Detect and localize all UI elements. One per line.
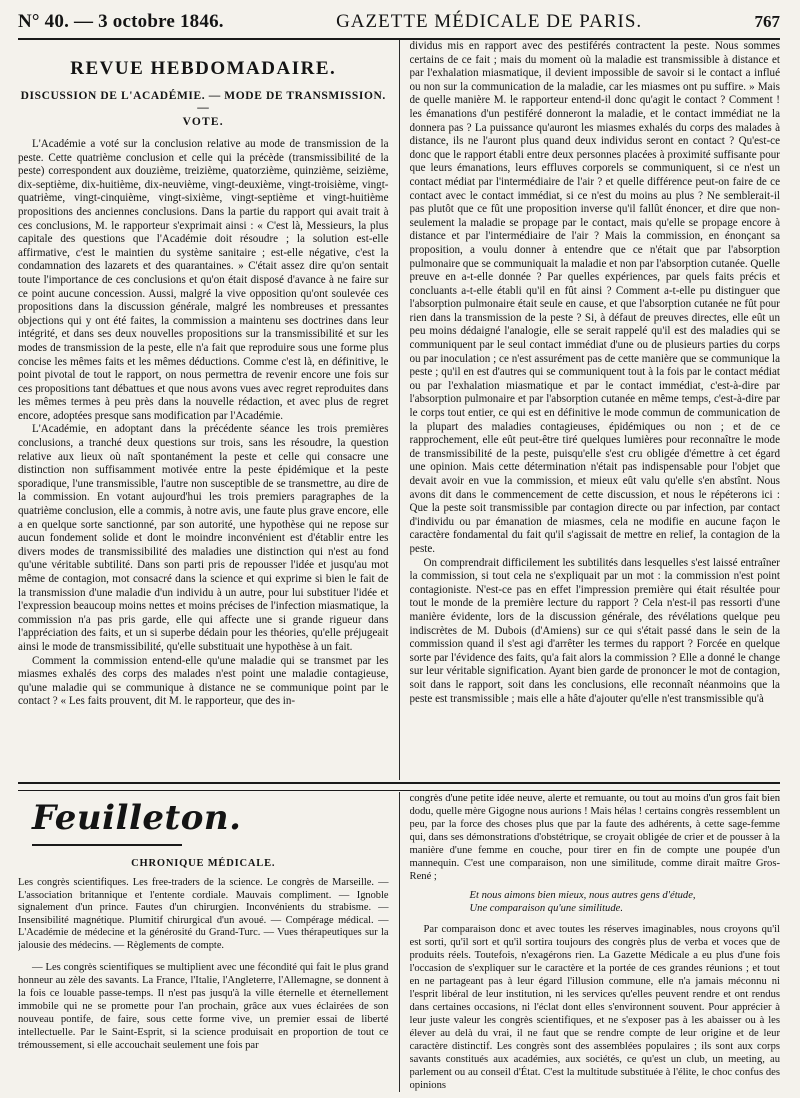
revue-vote-heading: VOTE. bbox=[182, 116, 224, 128]
feuilleton-left-column bbox=[18, 792, 389, 1092]
revue-left-column bbox=[18, 40, 389, 780]
revue-paragraph: Comment la commission entend-elle qu'une maladie qui se transmet par les miasmes exhalés des corps des malades n'est point une maladie contagieuse, qu'une maladie qui se communique à distance ne se communique point par le contact ? « Les faits prouvent, dit M. le rapporteur, que des in- bbox=[18, 654, 389, 708]
revue-title: REVUE HEBDOMADAIRE. bbox=[70, 58, 337, 79]
revue-paragraph: L'Académie, en adoptant dans la précédente séance les trois premières conclusions, a tranché deux questions sur trois, sans les résoudre, la question relative aux lieux où naît spontanément la peste et celle qui consacre une distinction non suffisamment motivée entre la peste épidémique et la peste sporadique, l'une transmissible, l'autre non susceptible de se transmettre, au dire de la commission. En votant aujourd'hui les trois premiers paragraphes de la quatrième conclusion, elle a commis, à notre avis, une faute plus grave encore, elle a en quelque sorte sanctionné, par son autorité, une hypothèse qui ne repose sur aucun fondement solide et dont le moindre inconvénient est d'établir entre les divers modes de transmissibilité des maladies une distinction qui n'est au fond qu'une véritable subtilité. Dans son parti pris de repousser l'idée et jusqu'au mot même de contagion, mot consacré dans la science et qui exprime si bien le fait de la transmission d'une maladie d'un individu à un autre, pour lui substituer l'idée et l'expression beaucoup moins nettes et moins précises de l'infection miasmatique, la commission n'a pas pris garde, elle qui affecte une si grande rigueur dans l'appréciation des faits, et un si superbe dédain pour les théories, qu'elle préjugeait ainsi le mode de transmissibilité, qu'elle substituait une hypothèse à un fait. bbox=[18, 423, 389, 653]
page-number: 767 bbox=[754, 12, 780, 31]
masthead bbox=[18, 6, 780, 40]
revue-section bbox=[18, 40, 780, 780]
chronique-heading: CHRONIQUE MÉDICALE. bbox=[131, 858, 276, 869]
feuilleton-title: Feuilleton. bbox=[32, 798, 242, 838]
journal-title: GAZETTE MÉDICALE DE PARIS. bbox=[336, 11, 643, 32]
feuilleton-divider bbox=[18, 782, 780, 791]
chronique-summary: Les congrès scientifiques. Les free-traders de la science. Le congrès de Marseille. — L'association britannique et l'entente cordiale. Mauvais compliment. — Ignoble signalement d'un prince. Fautes d'un chirurgien. Inconvénients du strabisme. — Insensibilité magnétique. Plumitif chirurgical d'un avoué. — Compérage médical. — L'Académie de médecine et la générosité du Grand-Turc. — Vues thérapeutiques sur la jalousie des médecins. — Règlements de compte. bbox=[18, 877, 389, 951]
feuilleton-paragraph: — Les congrès scientifiques se multiplient avec une fécondité qui fait le plus grand honneur au zèle des savants. La France, l'Italie, l'Angleterre, l'Allemagne, se donnent à la fois ce louable passe-temps. Il n'est pas jusqu'à la ville éternelle et éternellement immobile qui ne se promette pour l'an prochain, grâce aux vues éclairées de son nouveau pontife, de faire, sous cette forme vive, un premier essai de liberté intellectuelle. Par le Saint-Esprit, si la science produisait en proportion de tout ce trémoussement, si elle accouchait seulement une fois par bbox=[18, 961, 389, 1051]
column-rule bbox=[399, 792, 400, 1092]
verse-quote bbox=[470, 889, 781, 915]
feuilleton-section bbox=[18, 792, 780, 1092]
issue-date: N° 40. — 3 octobre 1846. bbox=[18, 11, 224, 32]
feuilleton-title-rule bbox=[32, 844, 182, 846]
verse-line: Une comparaison qu'une similitude. bbox=[469, 903, 624, 914]
feuilleton-right-column bbox=[410, 792, 781, 1092]
revue-subtitle: DISCUSSION DE L'ACADÉMIE. — MODE DE TRANSMISSION. — bbox=[20, 90, 386, 114]
feuilleton-paragraph: congrès d'une petite idée neuve, alerte et remuante, ou tout au moins d'un gros fait bien dodu, quelle mère Gigogne nous aurions ! Mais hélas ! certains congrès ressemblent un peu, par la force des choses plus que par la faute des adhérents, à cette sage-femme qui, dans ses démonstrations d'obstétrique, se croyait obligée de crier et de pousser à la manière d'une femme en couche, pour tirer en fin de compte une poupée d'un mannequin. C'est une comparaison, non une similitude, comme dirait maître Gros-René ; bbox=[409, 793, 780, 882]
revue-right-column bbox=[410, 40, 781, 780]
verse-line: Et nous aimons bien mieux, nous autres gens d'étude, bbox=[469, 890, 696, 901]
revue-paragraph: L'Académie a voté sur la conclusion relative au mode de transmission de la peste. Cette quatrième conclusion et celle qui la précède (transmissibilité de la peste) correspondent aux douzième, treizième, quatorzième, quinzième, seizième, dix-septième, dix-huitième, dix-neuvième, vingt-deuxième, vingt-troisième, vingt-quatrième, vingt-cinquième, vingt-sixième, vingt-septième et vingt-huitième propositions des anciennes conclusions. Dans la partie du rapport qui avait trait à ces conclusions, M. le rapporteur s'exprimait ainsi : « C'est là, Messieurs, la plus capitale des questions que l'Académie doit résoudre ; la solution est-elle affirmative, c'est le maintien du système sanitaire ; est-elle négative, c'est la condamnation des lazarets et des quarantaines. » C'était assez dire qu'on sentait toute l'importance de ces conclusions et qu'on était disposé d'avance à ne faire sur ce point aucune concession. Aussi, malgré la vive opposition qu'ont soulevée ces propositions dans la discussion générale, malgré les nombreuses et pressantes objections qui y ont été faites, la commission a maintenu ses doctrines dans leur intégrité, et dans ses deux nouvelles propositions sur la transmissibilité et sur les modes de transmission de la peste, elle n'a fait que reproduire sous une forme plus concise les mêmes faits et les mêmes déductions. Comme c'est là, en définitive, le point pivotal de tout le rapport, on nous permettra de revenir encore une fois sur ces propositions tant débattues et que nous avons vues avec regret reproduites dans les mêmes termes à peu près dans la nouvelle rédaction, et avec plus de regret encore, adoptées presque sans modification par l'Académie. bbox=[18, 138, 389, 422]
feuilleton-paragraph: Par comparaison donc et avec toutes les réserves imaginables, nous croyons qu'il est sorti, qu'il sort et qu'il sortira toujours des congrès plus de verba et voces que de produits réels. Toutefois, n'exagérons rien. La Gazette Médicale a eu plus d'une fois l'occasion de s'expliquer sur le caractère et la portée de ces grandes réunions ; et tout en ne partageant pas à leur égard l'illusion commune, elle n'a jamais méconnu ni l'esprit libéral de leur institution, ni les services qu'elles peuvent rendre et ont rendus dans certaines occasions, ni l'éclat dont elles s'environnent souvent. Pour apprécier à leur juste valeur les congrès scientifiques, et ne s'exposer pas à les abaisser ou à les élever au delà du vrai, il ne faut que se rendre compte de leur origine et de leur caractère distinctif. Les congrès sont des assemblées populaires ; ils sont aux corps savants constitués aux académies, aux sociétés, ce qu'est un club, un meeting, au parlement ou au conseil d'État. C'est la multitude substituée à l'élite, le choc confus des opinions bbox=[409, 924, 780, 1091]
column-rule bbox=[399, 40, 400, 780]
revue-paragraph: dividus mis en rapport avec des pestiférés contractent la peste. Nous sommes certains de ce fait ; mais du moment où la maladie est transmissible à distance et par l'exhalation miasmatique, il devient impossible de savoir si le contact a influé ou non sur la communication de la maladie, car les miasmes ont pu suffire. » Mais de quelle manière M. le rapporteur entend-il donc qu'agit le contact ? Comment ! les émanations d'un pestiféré donneront la maladie, et le contact immédiat ne la donnera pas ? La puissance qu'auront les miasmes exhalés du corps des malades à distance, ils ne l'auront plus quand deux individus seront en contact ? Qu'est-ce donc que le rapport établi entre deux personnes placées à proximité suffisante pour que leurs émanations, leurs effluves corporels se communiquent, si ce n'est un contact médiat par l'intermédiaire de l'air ? et quelle différence peut-on faire de ce contact avec le contact immédiat, si ce n'est du moins au plus ? Ne semblerait-il pas plutôt que ce fût une proposition inverse qu'il fallût énoncer, et dire que non-seulement la maladie se propage par le contact, mais qu'elle se propage encore à distance et par l'intermédiaire de l'air ? Mais la commission, en énonçant sa proposition, a voulu donner à entendre que ce n'était que par l'absorption pulmonaire que se communiquait la maladie et non par l'absorption cutanée. Quelle preuve en a-t-elle donnée ? Par quelles expériences, par quels faits précis et concluants a-t-elle établi qu'il en fût ainsi ? Comment a-t-elle pu distinguer que l'absorption pulmonaire était seule en cause, et que l'absorption cutanée ne fût pour rien dans la transmission de la peste ? Si, à défaut de preuves directes, elle eût un peu moins dédaigné l'analogie, elle se serait rappelé qu'il est des maladies qui se communiquent par le seul contact immédiat d'une ou de plusieurs parties du corps ou par inoculation ; ce n'est assurément pas de cette manière que se communique la peste ; qu'il en est d'autres qui se communiquent tout à la fois par le contact médiat ou par l'exhalation miasmatique et par le contact immédiat, c'est-à-dire par l'absorption pulmonaire et par l'absorption cutanée en même temps, c'est-à-dire par le corps tout entier, ce qui est en définitive le mode commun de communication de la plupart des maladies contagieuses, épidémiques ou non ; et de ce rapprochement, elle eût peut-être tiré quelques lumières pour reconnaître le mode de transmissibilité de la peste, puisqu'elle s'est cru obligée d'émettre à cet égard une opinion. Mais cette détermination n'était pas indispensable pour l'objet que devait avoir en vue la commission, et mieux eût valu qu'elle s'en abstînt. Nous avons dit dans le commencement de cette discussion, et nous le répéterons ici : Que la peste soit transmissible par contagion directe ou par infection, par contact d'individu ou par émanation de miasmes, cela ne modifie en aucune façon le caractère fondamental du fait qu'il s'agissait de mettre en relief, la contagion de la peste. bbox=[409, 40, 780, 555]
revue-paragraph: On comprendrait difficilement les subtilités dans lesquelles s'est laissé entraîner la commission, si tout cela ne s'expliquait par un mot : la commission n'est point contagioniste. N'est-ce pas en effet l'impression première qui était résultée pour tout le monde de la première lecture du rapport ? Cela n'est-il pas ressorti d'une manière évidente, lors de la discussion générale, des révélations quelque peu indiscrètes de M. Dubois (d'Amiens) sur ce qui s'était passé dans le sein de la commission quand il s'est agi d'arrêter les termes du rapport ? Forcée en quelque sorte par l'évidence des faits, qu'a fait alors la commission ? Elle a donné le change sur leur véritable signification. Ayant bien garde de prononcer le mot de contagion, soit dans le rapport, soit dans les conclusions, elle reconnaît néanmoins que la peste est transmissible ; mais elle a hâte d'ajouter qu'elle n'est transmissible qu'à bbox=[409, 556, 780, 705]
